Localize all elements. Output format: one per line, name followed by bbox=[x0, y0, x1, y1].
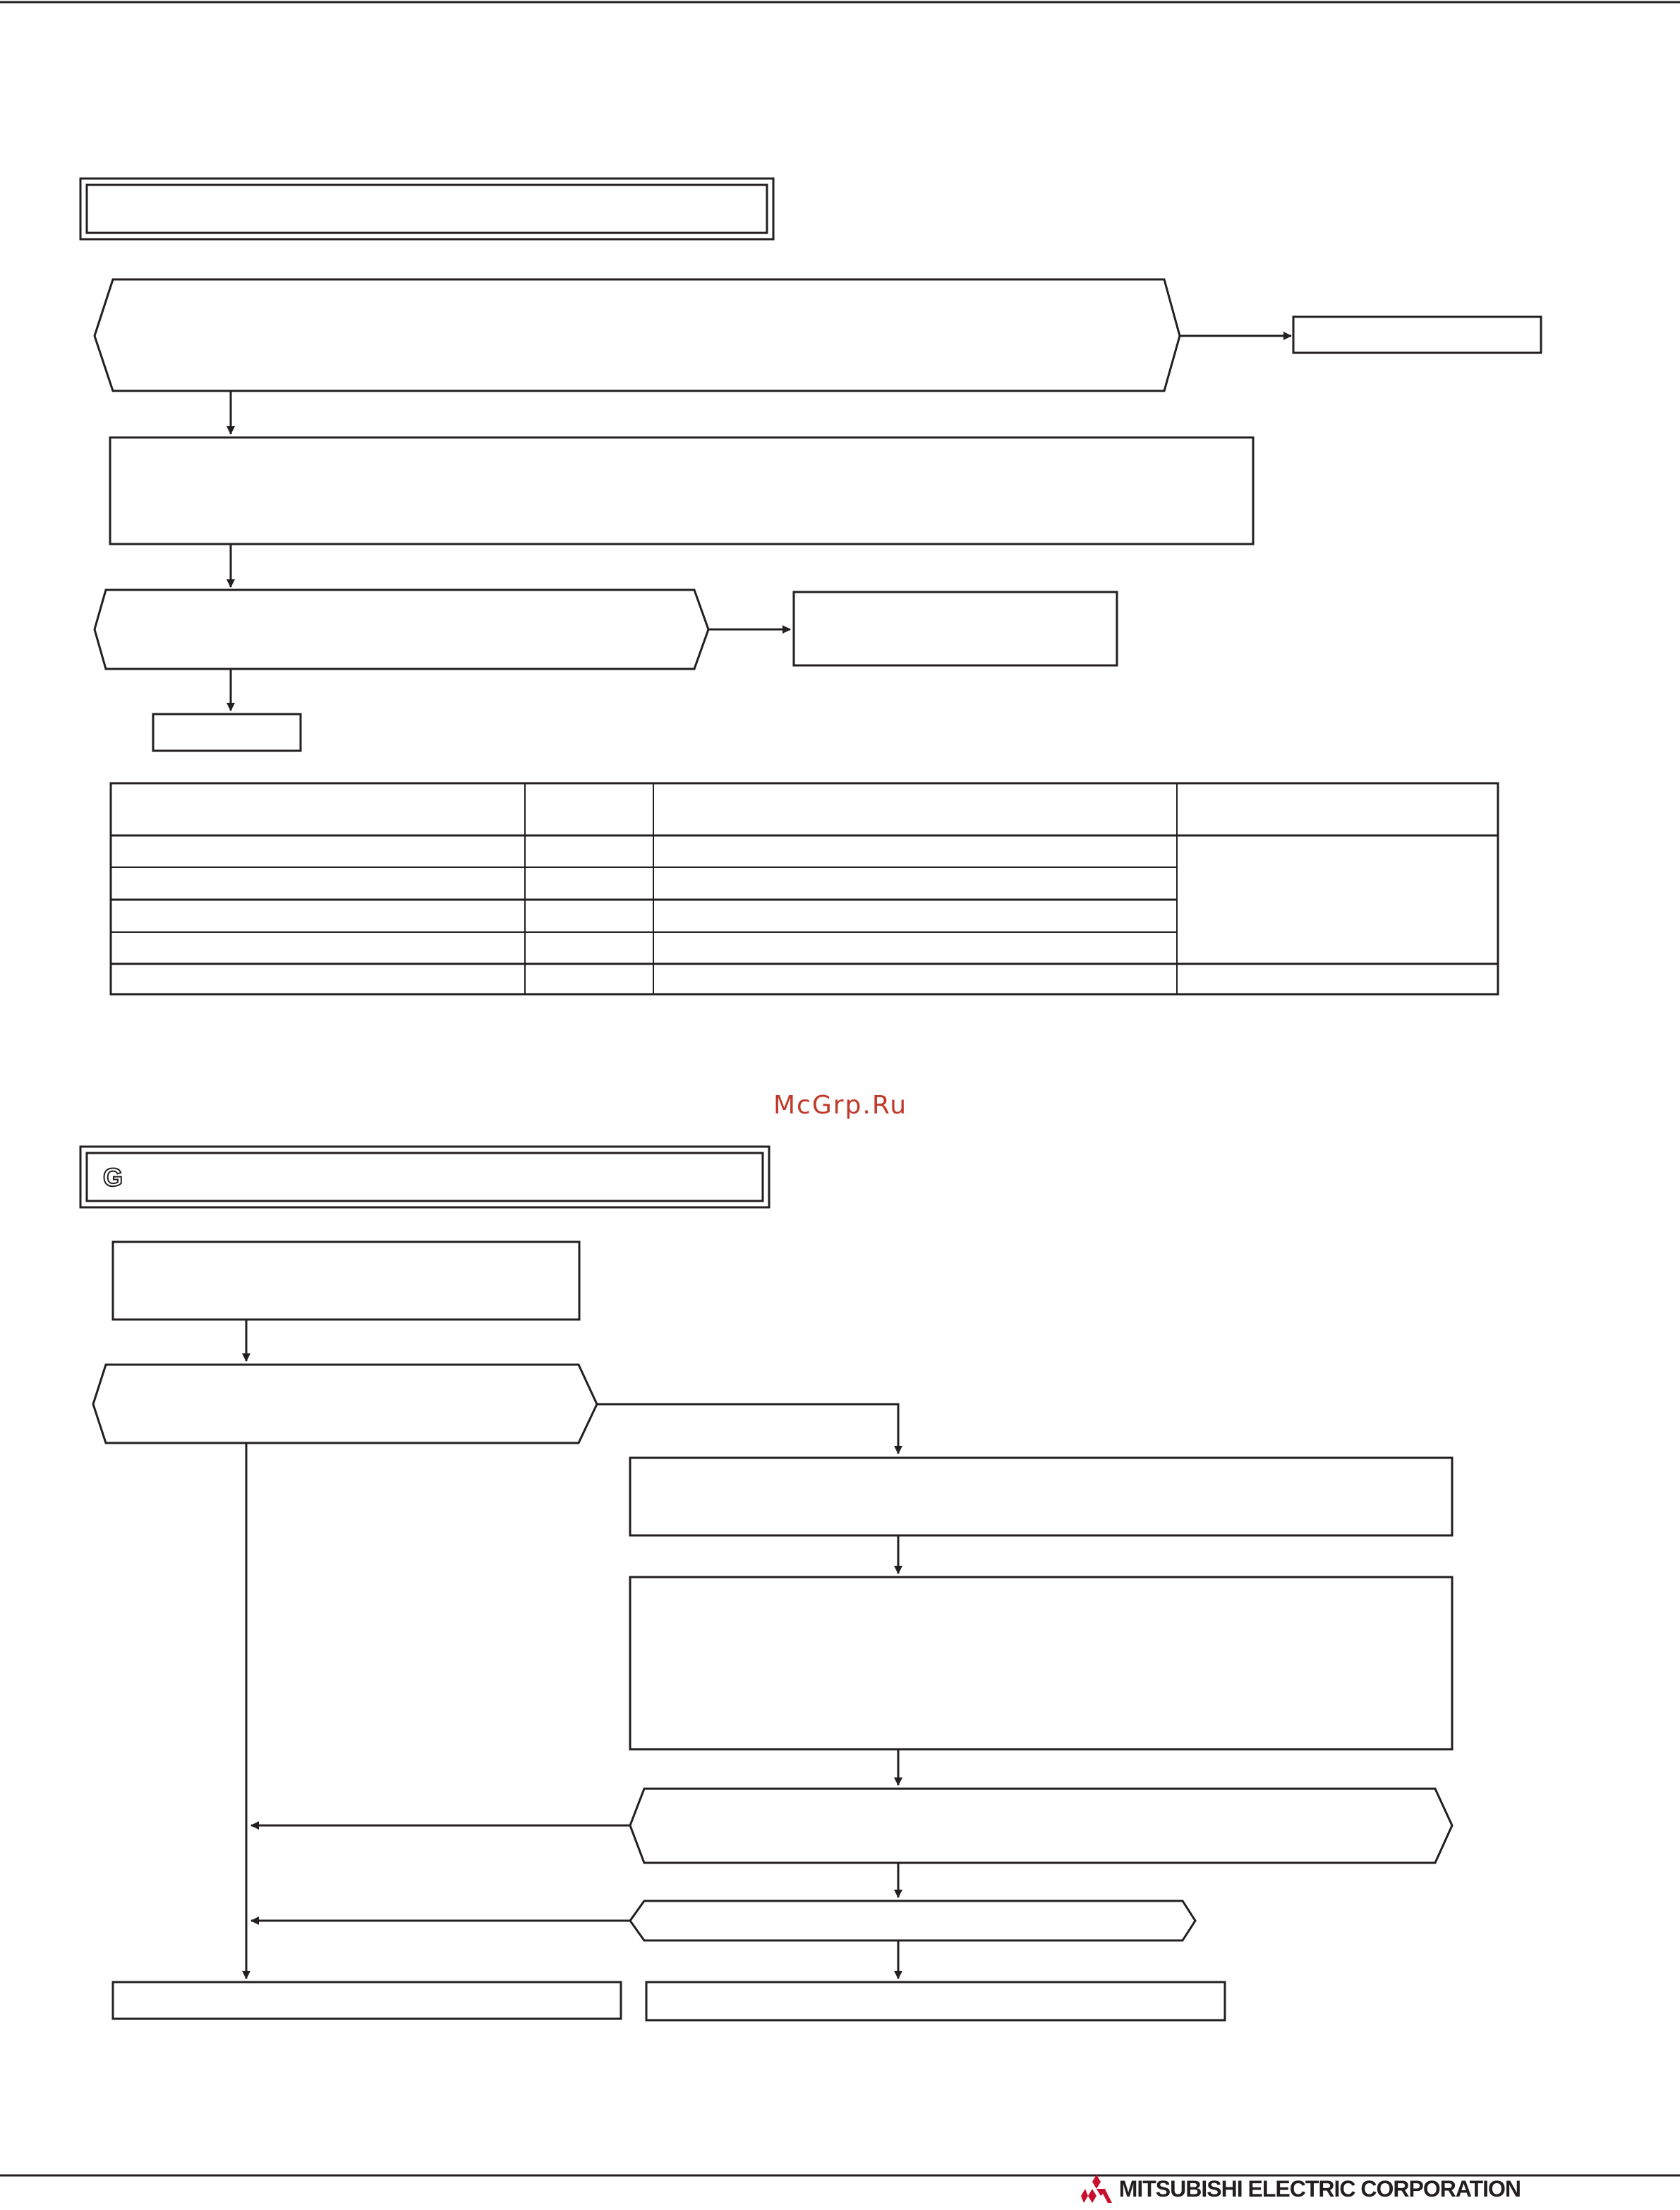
process-box-1 bbox=[110, 437, 1253, 544]
decision-5 bbox=[630, 1901, 1195, 1940]
decision-1 bbox=[95, 279, 1180, 391]
arrow-decision-3-to-process-3 bbox=[597, 1404, 898, 1454]
g-badge-icon: G bbox=[102, 1163, 123, 1192]
result-box-5 bbox=[646, 1982, 1225, 2020]
decision-4 bbox=[630, 1789, 1452, 1863]
three-diamond-logo-icon bbox=[1081, 2175, 1112, 2203]
footer-brand-text: MITSUBISHI ELECTRIC CORPORATION bbox=[1118, 2175, 1521, 2202]
section-1-title bbox=[85, 185, 780, 234]
result-box-3 bbox=[153, 714, 301, 751]
table-frame bbox=[111, 783, 1498, 994]
watermark-text: McGrp.Ru bbox=[773, 1091, 908, 1120]
process-box-2 bbox=[113, 1242, 579, 1320]
result-box-4 bbox=[113, 1982, 621, 2019]
decision-2 bbox=[95, 590, 708, 669]
process-box-4 bbox=[630, 1577, 1452, 1749]
section-2-title bbox=[85, 1153, 776, 1202]
decision-3 bbox=[93, 1365, 597, 1443]
process-box-3 bbox=[630, 1458, 1452, 1535]
result-box-2 bbox=[794, 592, 1117, 665]
result-box-1 bbox=[1293, 317, 1541, 353]
footer-brand bbox=[1081, 2170, 1521, 2207]
